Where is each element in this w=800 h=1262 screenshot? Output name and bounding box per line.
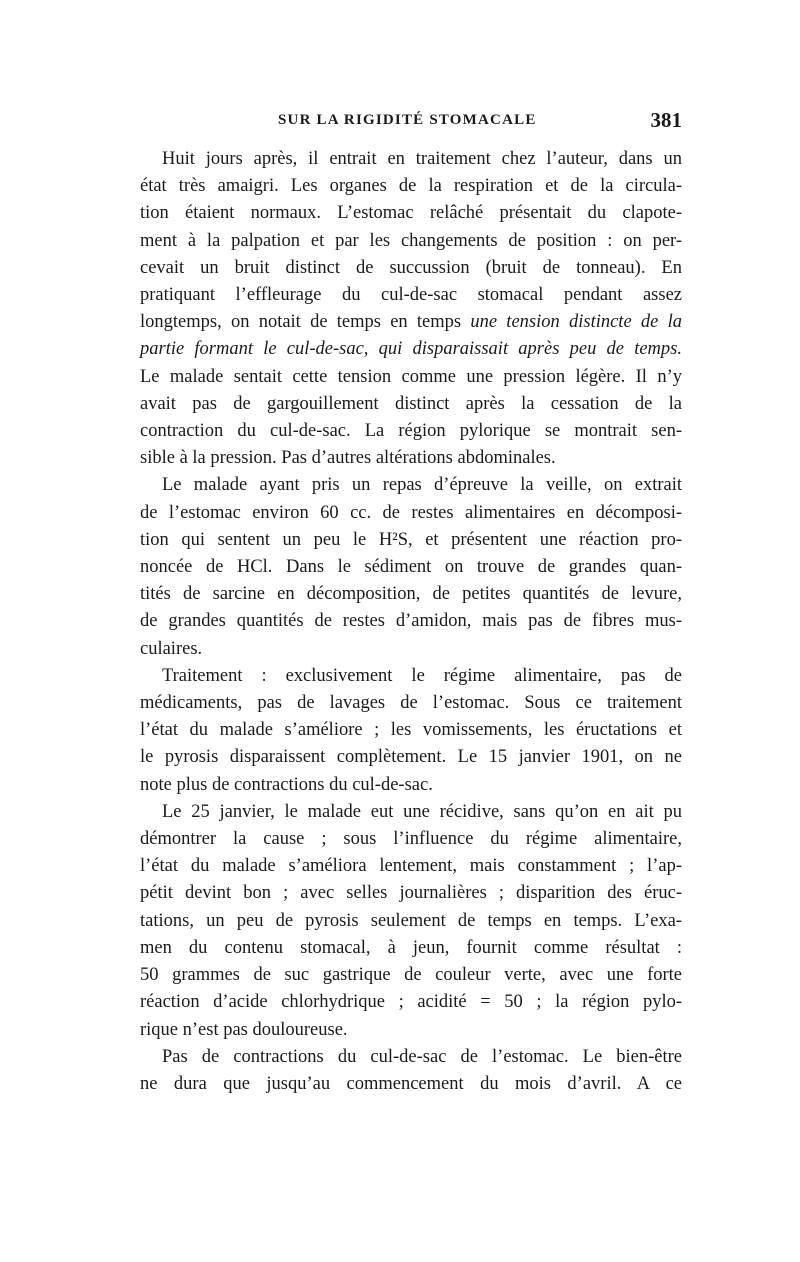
text-line: note plus de contractions du cul-de-sac. [140,774,433,795]
paragraph [118,146,682,472]
text-line: ne dura que jusqu’au commencement du mois d’avril. A ce [140,1073,682,1094]
text-line: tion qui sentent un peu le H²S, et présentent une réaction pro- [140,529,682,550]
book-page [118,108,682,1098]
text-line: ment à la palpation et par les changements de position : on per- [140,230,682,251]
text-line: longtemps, on notait de temps en temps une tension distincte de la [140,312,682,333]
body-text [118,146,682,1098]
text-line: tations, un peu de pyrosis seulement de temps en temps. L’exa- [140,910,682,931]
text-line: le pyrosis disparaissent complètement. Le 15 janvier 1901, on ne [140,747,682,768]
text-line: noncée de HCl. Dans le sédiment on trouve de grandes quan- [140,557,682,578]
text-line: Traitement : exclusivement le régime alimentaire, pas de [162,665,682,686]
text-line: Pas de contractions du cul-de-sac de l’estomac. Le bien-être [162,1046,682,1067]
text-line: tités de sarcine en décomposition, de petites quantités de levure, [140,584,682,605]
text-line: partie formant le cul-de-sac, qui disparaissait après peu de temps. [140,339,682,360]
text-line: réaction d’acide chlorhydrique ; acidité = 50 ; la région pylo- [140,992,682,1013]
paragraph [118,799,682,1044]
text-line: tion étaient normaux. L’estomac relâché présentait du clapote- [140,203,682,224]
running-header [118,108,682,146]
text-line: de grandes quantités de restes d’amidon, mais pas de fibres mus- [140,611,682,632]
text-line: l’état du malade s’améliore ; les vomissements, les éructations et [140,720,682,741]
running-title: SUR LA RIGIDITÉ STOMACALE [278,112,537,128]
text-line: rique n’est pas douloureuse. [140,1019,348,1040]
text-line: démontrer la cause ; sous l’influence du régime alimentaire, [140,829,682,850]
text-line: de l’estomac environ 60 cc. de restes alimentaires en décomposi- [140,502,682,523]
paragraph [118,1044,682,1098]
paragraph [118,663,682,799]
page-number: 381 [650,108,682,132]
text-line: médicaments, pas de lavages de l’estomac. Sous ce traitement [140,693,682,714]
text-line: pratiquant l’effleurage du cul-de-sac stomacal pendant assez [140,285,682,306]
text-line: cevait un bruit distinct de succussion (bruit de tonneau). En [140,257,682,278]
text-line: men du contenu stomacal, à jeun, fournit comme résultat : [140,937,682,958]
text-line: Le 25 janvier, le malade eut une récidive, sans qu’on en ait pu [162,801,682,822]
text-line: pétit devint bon ; avec selles journalières ; disparition des éruc- [140,883,682,904]
text-line: l’état du malade s’améliora lentement, mais constamment ; l’ap- [140,856,682,877]
text-line: Huit jours après, il entrait en traitement chez l’auteur, dans un [162,149,682,169]
text-line: Le malade sentait cette tension comme une pression légère. Il n’y [140,366,682,387]
text-line: 50 grammes de suc gastrique de couleur verte, avec une forte [140,965,682,986]
paragraph [118,472,682,662]
text-line: sible à la pression. Pas d’autres altérations abdominales. [140,448,556,469]
text-line: contraction du cul-de-sac. La région pylorique se montrait sen- [140,421,682,442]
text-line: Le malade ayant pris un repas d’épreuve la veille, on extrait [162,475,682,496]
text-line: culaires. [140,638,203,659]
text-line: avait pas de gargouillement distinct après la cessation de la [140,393,682,414]
text-line: état très amaigri. Les organes de la respiration et de la circula- [140,176,682,197]
